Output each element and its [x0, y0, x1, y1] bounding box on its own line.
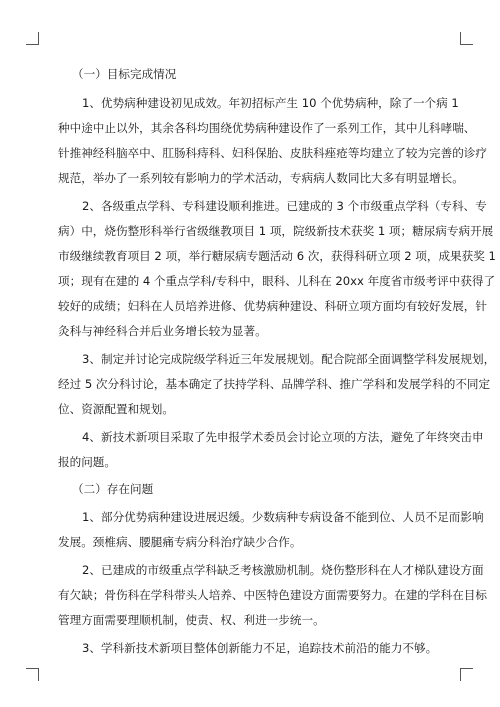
paragraph-line: 位、资源配置和规划。	[58, 402, 174, 416]
paragraph-line: 4、新技术新项目采取了先申报学术委员会讨论立项的方法，避免了年终突击申	[82, 430, 484, 444]
paragraph-line: 较好的成绩；妇科在人员培养进修、优势病种建设、科研立项方面均有较好发展，针	[58, 299, 487, 313]
paragraph-line: 针推神经科脑卒中、肛肠科痔科、妇科保胎、皮肤科痤疮等均建立了较为完善的诊疗	[58, 146, 487, 160]
crop-mark-top-left	[26, 32, 39, 45]
paragraph-line: 病）中，烧伤整形科举行省级继教项目 1 项，院级新技术获奖 1 项；糖尿病专病开展	[58, 224, 494, 238]
paragraph-line: 经过 5 次分科讨论，基本确定了扶持学科、品牌学科、推广学科和发展学科的不同定	[58, 377, 491, 391]
crop-mark-top-right	[460, 32, 473, 45]
crop-mark-bottom-right	[460, 668, 473, 681]
paragraph-line: 灸科与神经科合并后业务增长较为显著。	[58, 324, 267, 338]
paragraph-line: 3、制定并讨论完成院级学科近三年发展规划。配合院部全面调整学科发展规划，	[82, 352, 496, 366]
paragraph-line: 发展。颈椎病、腰腿痛专病分科治疗缺少合作。	[58, 535, 302, 549]
paragraph-line: 1、优势病种建设初见成效。年初招标产生 10 个优势病种，除了一个病 1	[82, 96, 459, 110]
crop-mark-bottom-left	[26, 668, 39, 681]
paragraph-line: 种中途中止以外，其余各科均围绕优势病种建设作了一系列工作，其中儿科哮喘、	[58, 121, 476, 135]
paragraph-line: 管理方面需要理顺机制，使责、权、利进一步统一。	[58, 613, 325, 627]
paragraph-line: 1、部分优势病种建设进展迟缓。少数病种专病设备不能到位、人员不足而影响	[82, 510, 484, 524]
paragraph-line: 2、各级重点学科、专科建设顺利推进。已建成的 3 个市级重点学科（专科、专	[82, 199, 487, 213]
paragraph-line: 报的问题。	[58, 455, 116, 469]
section-heading-problems: （二）存在问题	[72, 482, 154, 496]
paragraph-line: 规范，举办了一系列较有影响力的学术活动，专病病人数同比大多有明显增长。	[58, 171, 464, 185]
paragraph-line: 3、学科新技术新项目整体创新能力不足，追踪技术前沿的能力不够。	[82, 641, 438, 655]
paragraph-line: 项；现有在建的 4 个重点学科/专科中，眼科、儿科在 20xx 年度省市级考评中获得了	[58, 274, 496, 288]
paragraph-line: 2、已建成的市级重点学科缺乏考核激励机制。烧伤整形科在人才梯队建设方面	[82, 563, 484, 577]
paragraph-line: 市级继续教育项目 2 项，举行糖尿病专题活动 6 次，获得科研立项 2 项，成果获奖 1	[58, 249, 496, 263]
section-heading-goals: （一）目标完成情况	[72, 67, 177, 81]
paragraph-line: 有欠缺；骨伤科在学科带头人培养、中医特色建设方面需要努力。在建的学科在目标	[58, 588, 487, 602]
